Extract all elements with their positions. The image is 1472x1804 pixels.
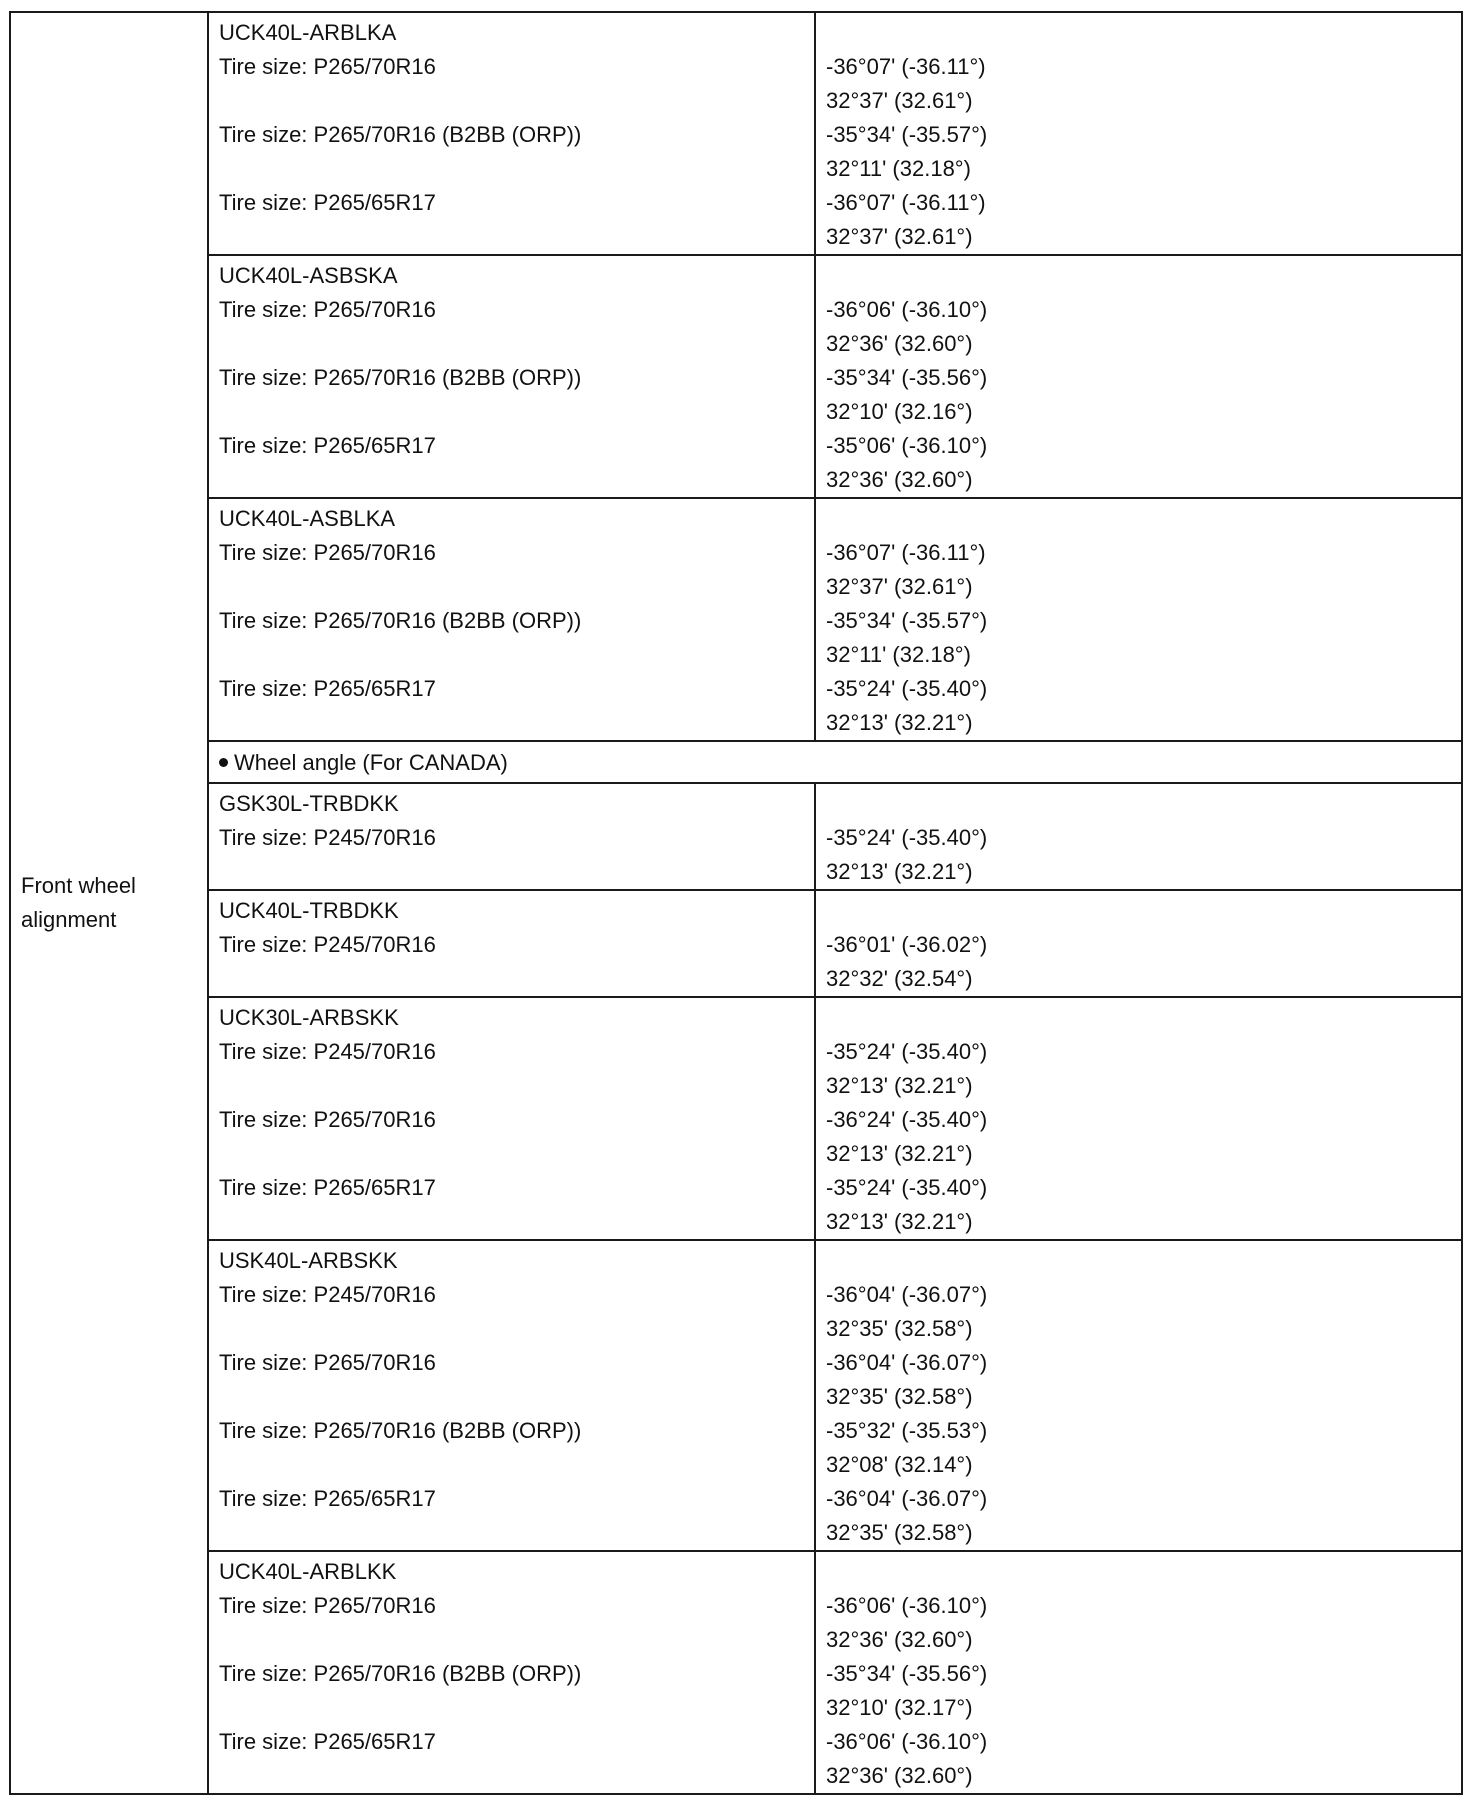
tire-size: Tire size: P265/70R16 (B2BB (ORP)) xyxy=(219,1418,582,1443)
note-cell xyxy=(208,741,1462,783)
tire-size: Tire size: P265/65R17 xyxy=(219,433,436,458)
model-cell xyxy=(208,890,815,997)
tire-size: Tire size: P265/70R16 xyxy=(219,1593,436,1618)
outer-wheel-angle: 32°11' (32.18°) xyxy=(826,156,971,181)
model-cell-content xyxy=(209,784,814,855)
spacer xyxy=(219,1691,814,1725)
table-row xyxy=(10,498,1462,741)
tire-size: Tire size: P245/70R16 xyxy=(219,932,436,957)
table-row xyxy=(10,1551,1462,1794)
tire-size: Tire size: P265/65R17 xyxy=(219,1486,436,1511)
spacer xyxy=(219,1312,814,1346)
model-cell-content xyxy=(209,891,814,962)
front-wheel-alignment-table xyxy=(9,11,1463,1795)
inner-wheel-angle: -35°24' (-35.40°) xyxy=(826,825,988,850)
inner-wheel-angle: -36°24' (-35.40°) xyxy=(826,1107,988,1132)
tire-size: Tire size: P265/65R17 xyxy=(219,190,436,215)
outer-wheel-angle: 32°32' (32.54°) xyxy=(826,966,973,991)
inner-wheel-angle: -35°06' (-36.10°) xyxy=(826,433,988,458)
inner-wheel-angle: -36°07' (-36.11°) xyxy=(826,190,986,215)
spacer xyxy=(219,395,814,429)
table-row xyxy=(10,997,1462,1240)
model-cell-content xyxy=(209,256,814,463)
outer-wheel-angle: 32°13' (32.21°) xyxy=(826,1209,973,1234)
outer-wheel-angle: 32°08' (32.14°) xyxy=(826,1452,973,1477)
outer-wheel-angle: 32°36' (32.60°) xyxy=(826,331,973,356)
spacer xyxy=(219,152,814,186)
spacer xyxy=(826,1555,1461,1589)
value-cell-content xyxy=(816,499,1461,740)
model-cell-content xyxy=(209,1241,814,1516)
table-row xyxy=(10,783,1462,890)
model-cell xyxy=(208,12,815,255)
outer-wheel-angle: 32°37' (32.61°) xyxy=(826,224,973,249)
outer-wheel-angle: 32°11' (32.18°) xyxy=(826,642,971,667)
tire-size: Tire size: P265/70R16 (B2BB (ORP)) xyxy=(219,1661,582,1686)
tire-size: Tire size: P245/70R16 xyxy=(219,825,436,850)
outer-wheel-angle: 32°36' (32.60°) xyxy=(826,467,973,492)
model-code: GSK30L-TRBDKK xyxy=(219,791,399,816)
inner-wheel-angle: -36°07' (-36.11°) xyxy=(826,54,986,79)
value-cell xyxy=(815,255,1462,498)
inner-wheel-angle: -35°34' (-35.56°) xyxy=(826,1661,988,1686)
tire-size: Tire size: P265/70R16 xyxy=(219,54,436,79)
row-label-cell xyxy=(10,12,208,1794)
bullet-icon xyxy=(219,758,228,767)
value-cell xyxy=(815,890,1462,997)
inner-wheel-angle: -35°34' (-35.57°) xyxy=(826,608,988,633)
outer-wheel-angle: 32°37' (32.61°) xyxy=(826,574,973,599)
outer-wheel-angle: 32°10' (32.17°) xyxy=(826,1695,973,1720)
spacer xyxy=(826,259,1461,293)
outer-wheel-angle: 32°35' (32.58°) xyxy=(826,1384,973,1409)
model-cell-content xyxy=(209,13,814,220)
note-text: Wheel angle (For CANADA) xyxy=(234,750,508,775)
table-row xyxy=(10,12,1462,255)
value-cell-content xyxy=(816,1241,1461,1550)
tire-size: Tire size: P265/65R17 xyxy=(219,1175,436,1200)
value-cell xyxy=(815,783,1462,890)
model-cell xyxy=(208,997,815,1240)
model-code: USK40L-ARBSKK xyxy=(219,1248,398,1273)
spacer xyxy=(219,1380,814,1414)
tire-size: Tire size: P265/70R16 xyxy=(219,540,436,565)
inner-wheel-angle: -35°34' (-35.56°) xyxy=(826,365,988,390)
inner-wheel-angle: -36°06' (-36.10°) xyxy=(826,297,988,322)
spacer xyxy=(219,1137,814,1171)
spacer xyxy=(219,1448,814,1482)
table-row xyxy=(10,890,1462,997)
outer-wheel-angle: 32°35' (32.58°) xyxy=(826,1520,973,1545)
spacer xyxy=(219,84,814,118)
outer-wheel-angle: 32°13' (32.21°) xyxy=(826,1073,973,1098)
spacer xyxy=(826,1244,1461,1278)
outer-wheel-angle: 32°13' (32.21°) xyxy=(826,710,973,735)
model-cell-content xyxy=(209,499,814,706)
tire-size: Tire size: P265/65R17 xyxy=(219,676,436,701)
tire-size: Tire size: P245/70R16 xyxy=(219,1039,436,1064)
outer-wheel-angle: 32°13' (32.21°) xyxy=(826,859,973,884)
model-cell xyxy=(208,1240,815,1551)
spacer xyxy=(826,894,1461,928)
spacer xyxy=(826,787,1461,821)
outer-wheel-angle: 32°36' (32.60°) xyxy=(826,1763,973,1788)
model-cell xyxy=(208,498,815,741)
value-cell xyxy=(815,1240,1462,1551)
value-cell-content xyxy=(816,256,1461,497)
model-cell-content xyxy=(209,998,814,1205)
value-cell-content xyxy=(816,998,1461,1239)
inner-wheel-angle: -36°06' (-36.10°) xyxy=(826,1729,988,1754)
tire-size: Tire size: P265/70R16 xyxy=(219,297,436,322)
tire-size: Tire size: P265/70R16 xyxy=(219,1350,436,1375)
inner-wheel-angle: -36°01' (-36.02°) xyxy=(826,932,988,957)
inner-wheel-angle: -36°04' (-36.07°) xyxy=(826,1486,988,1511)
model-cell-content xyxy=(209,1552,814,1759)
model-code: UCK40L-ARBLKK xyxy=(219,1559,397,1584)
model-code: UCK40L-ARBLKA xyxy=(219,20,397,45)
tire-size: Tire size: P265/70R16 (B2BB (ORP)) xyxy=(219,608,582,633)
spacer xyxy=(219,1069,814,1103)
value-cell xyxy=(815,498,1462,741)
spacer xyxy=(826,16,1461,50)
outer-wheel-angle: 32°36' (32.60°) xyxy=(826,1627,973,1652)
value-cell-content xyxy=(816,1552,1461,1793)
inner-wheel-angle: -36°04' (-36.07°) xyxy=(826,1282,988,1307)
tire-size: Tire size: P265/70R16 (B2BB (ORP)) xyxy=(219,365,582,390)
outer-wheel-angle: 32°13' (32.21°) xyxy=(826,1141,973,1166)
table-body xyxy=(10,12,1462,1794)
spacer xyxy=(219,638,814,672)
value-cell xyxy=(815,997,1462,1240)
value-cell xyxy=(815,12,1462,255)
inner-wheel-angle: -36°06' (-36.10°) xyxy=(826,1593,988,1618)
model-cell xyxy=(208,255,815,498)
spacer xyxy=(826,502,1461,536)
spacer xyxy=(219,570,814,604)
value-cell-content xyxy=(816,784,1461,889)
value-cell xyxy=(815,1551,1462,1794)
inner-wheel-angle: -36°07' (-36.11°) xyxy=(826,540,986,565)
model-cell xyxy=(208,783,815,890)
tire-size: Tire size: P265/70R16 (B2BB (ORP)) xyxy=(219,122,582,147)
model-code: UCK40L-ASBLKA xyxy=(219,506,396,531)
outer-wheel-angle: 32°35' (32.58°) xyxy=(826,1316,973,1341)
value-cell-content xyxy=(816,13,1461,254)
model-code: UCK40L-ASBSKA xyxy=(219,263,398,288)
tire-size: Tire size: P265/70R16 xyxy=(219,1107,436,1132)
outer-wheel-angle: 32°10' (32.16°) xyxy=(826,399,973,424)
value-cell-content xyxy=(816,891,1461,996)
row-label: Front wheel alignment xyxy=(21,873,136,932)
model-code: UCK40L-TRBDKK xyxy=(219,898,399,923)
inner-wheel-angle: -35°24' (-35.40°) xyxy=(826,676,988,701)
spacer xyxy=(219,1623,814,1657)
inner-wheel-angle: -35°24' (-35.40°) xyxy=(826,1175,988,1200)
inner-wheel-angle: -35°32' (-35.53°) xyxy=(826,1418,988,1443)
table-row xyxy=(10,255,1462,498)
table-row xyxy=(10,1240,1462,1551)
outer-wheel-angle: 32°37' (32.61°) xyxy=(826,88,973,113)
spacer xyxy=(826,1001,1461,1035)
model-cell xyxy=(208,1551,815,1794)
tire-size: Tire size: P265/65R17 xyxy=(219,1729,436,1754)
table-row xyxy=(10,741,1462,783)
inner-wheel-angle: -35°24' (-35.40°) xyxy=(826,1039,988,1064)
inner-wheel-angle: -36°04' (-36.07°) xyxy=(826,1350,988,1375)
inner-wheel-angle: -35°34' (-35.57°) xyxy=(826,122,988,147)
tire-size: Tire size: P245/70R16 xyxy=(219,1282,436,1307)
model-code: UCK30L-ARBSKK xyxy=(219,1005,399,1030)
spacer xyxy=(219,327,814,361)
